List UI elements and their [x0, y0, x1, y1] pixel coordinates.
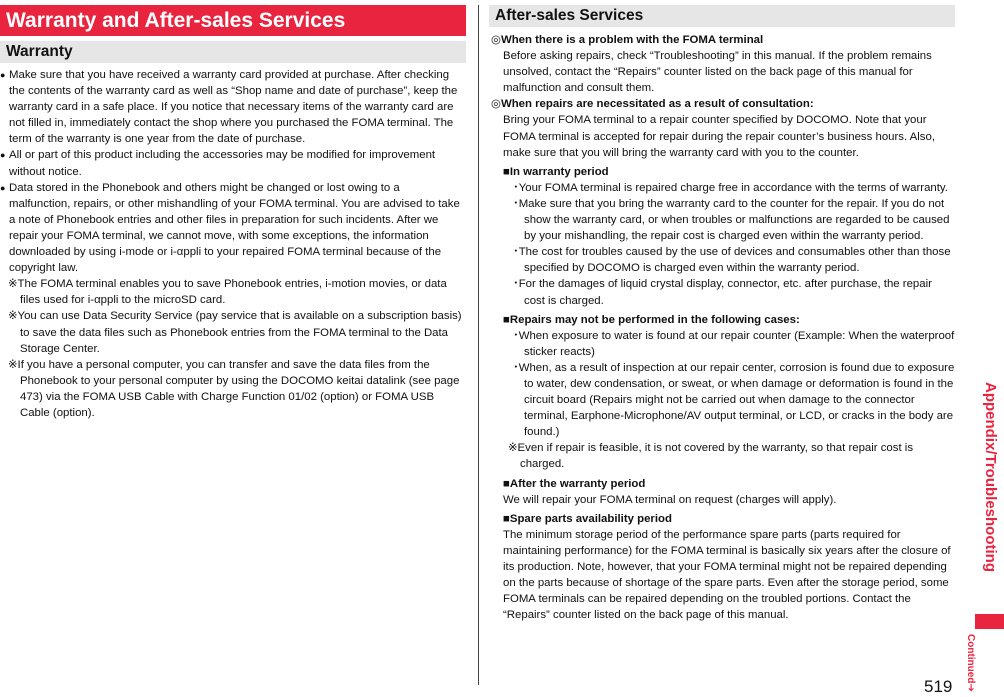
- section-header-warranty: Warranty: [0, 41, 466, 63]
- in-warranty-item: ･For the damages of liquid crystal display, connector, etc. after purchase, the repair cost is charged.: [513, 278, 932, 307]
- in-warranty-item: ･Make sure that you bring the warranty card to the counter for the repair. If you do not show the warranty card, or when troubles or malfunctions are regarded to be caused by your mishandling, the repair cost is charged even within the warranty period.: [513, 197, 950, 243]
- in-warranty-item: ･The cost for troubles caused by the use of devices and consumables other than those specified by DOCOMO is charged even within the warranty period.: [513, 246, 951, 275]
- warranty-body: [0, 63, 466, 421]
- continued-label: Continued➔: [965, 634, 976, 692]
- not-performed-item: ･When, as a result of inspection at our repair center, corrosion is found due to exposure to water, dew condensation, or sweat, or when damage or deformation is found in the circuit board (Repairs might not be carried out when damage to the connector terminal, Earphone-Microphone/AV output terminal, or LCD, or cracks in the body are found.): [513, 361, 955, 439]
- bullet-icon: ●: [0, 182, 6, 193]
- bullet-icon: ●: [0, 70, 6, 80]
- not-performed-heading: ■Repairs may not be performed in the following cases:: [503, 313, 800, 326]
- page-number: 519: [924, 677, 953, 696]
- repair-heading: ◎When repairs are necessitated as a result of consultation:: [491, 98, 814, 111]
- after-warranty-text: We will repair your FOMA terminal on request (charges will apply).: [503, 493, 837, 506]
- page-title: Warranty and After-sales Services: [0, 5, 466, 36]
- warranty-note: ※The FOMA terminal enables you to save Phonebook entries, i-motion movies, or data files used for i-αppli to the microSD card.: [8, 278, 447, 307]
- warranty-bullet: ● Make sure that you have received a warranty card provided at purchase. After checking the contents of the warranty card as well as “Shop name and date of purchase”, keep the warranty card in a safe place. If you notice that necessary items of the warranty card are not filled in, immediately contact the shop where you purchased the FOMA terminal. The term of the warranty is one year from the date of purchase.: [0, 69, 458, 146]
- not-performed-item: ･When exposure to water is found at our repair counter (Example: When the waterproof sticker reacts): [513, 329, 955, 358]
- warranty-bullet: ● All or part of this product including the accessories may be modified for improvement without notice.: [0, 149, 436, 178]
- bullet-icon: ●: [0, 150, 6, 161]
- after-sales-body: [490, 27, 955, 623]
- spare-parts-heading: ■Spare parts availability period: [503, 512, 672, 525]
- side-tab-label: Appendix/Troubleshooting: [982, 382, 999, 572]
- left-column: [0, 5, 466, 421]
- warranty-note: ※You can use Data Security Service (pay service that is available on a subscription basis) to save the data files such as Phonebook entries from the FOMA terminal to the Data Storage Center.: [8, 310, 462, 355]
- after-warranty-heading: ■After the warranty period: [503, 477, 646, 490]
- spare-parts-text: The minimum storage period of the performance spare parts (parts required for maintaining performance) for the FOMA terminal is basically six years after the closure of its production. Note, however, that your FOMA terminal might not be repaired depending on the parts because of shortage of the spare parts. Even after the storage period, some FOMA terminals can be repaired depending on the troubled portions. Contact the “Repairs” counter listed on the back page of this manual.: [503, 528, 951, 622]
- in-warranty-item: ･Your FOMA terminal is repaired charge free in accordance with the terms of warranty.: [513, 181, 948, 194]
- side-tab-marker: [975, 614, 1004, 629]
- warranty-note: ※If you have a personal computer, you can transfer and save the data files from the Phonebook to your personal computer by using the DOCOMO keitai datalink (see page 473) via the FOMA USB Cable with Charge Function 01/02 (option) or FOMA USB Cable (option).: [8, 358, 460, 419]
- warranty-bullet: ● Data stored in the Phonebook and others might be changed or lost owing to a malfunction, repairs, or other mishandling of your FOMA terminal. You are advised to take a note of Phonebook entries and other files in preparation for such incidents. After we repair your FOMA terminal, we cannot move, with some exceptions, the information downloaded by using i-mode or i-αppli to your repaired FOMA terminal because of the copyright law.: [0, 181, 460, 275]
- section-header-after-sales: After-sales Services: [489, 5, 955, 27]
- problem-heading: ◎When there is a problem with the FOMA terminal: [491, 34, 764, 46]
- problem-text: Before asking repairs, check “Troubleshooting” in this manual. If the problem remains unsolved, contact the “Repairs” counter listed on the back page of this manual for malfunction and consult them.: [503, 50, 932, 95]
- right-column: [490, 5, 955, 623]
- in-warranty-heading: ■In warranty period: [503, 165, 609, 178]
- not-performed-note: ※Even if repair is feasible, it is not covered by the warranty, so that repair cost is charged.: [508, 442, 914, 471]
- column-divider: [478, 5, 479, 685]
- arrow-right-icon: ➔: [965, 683, 976, 692]
- repair-text: Bring your FOMA terminal to a repair counter specified by DOCOMO. Note that your FOMA terminal is accepted for repair during the repair counter’s business hours. Also, make sure that you will bring the warranty card with you to the counter.: [503, 114, 935, 159]
